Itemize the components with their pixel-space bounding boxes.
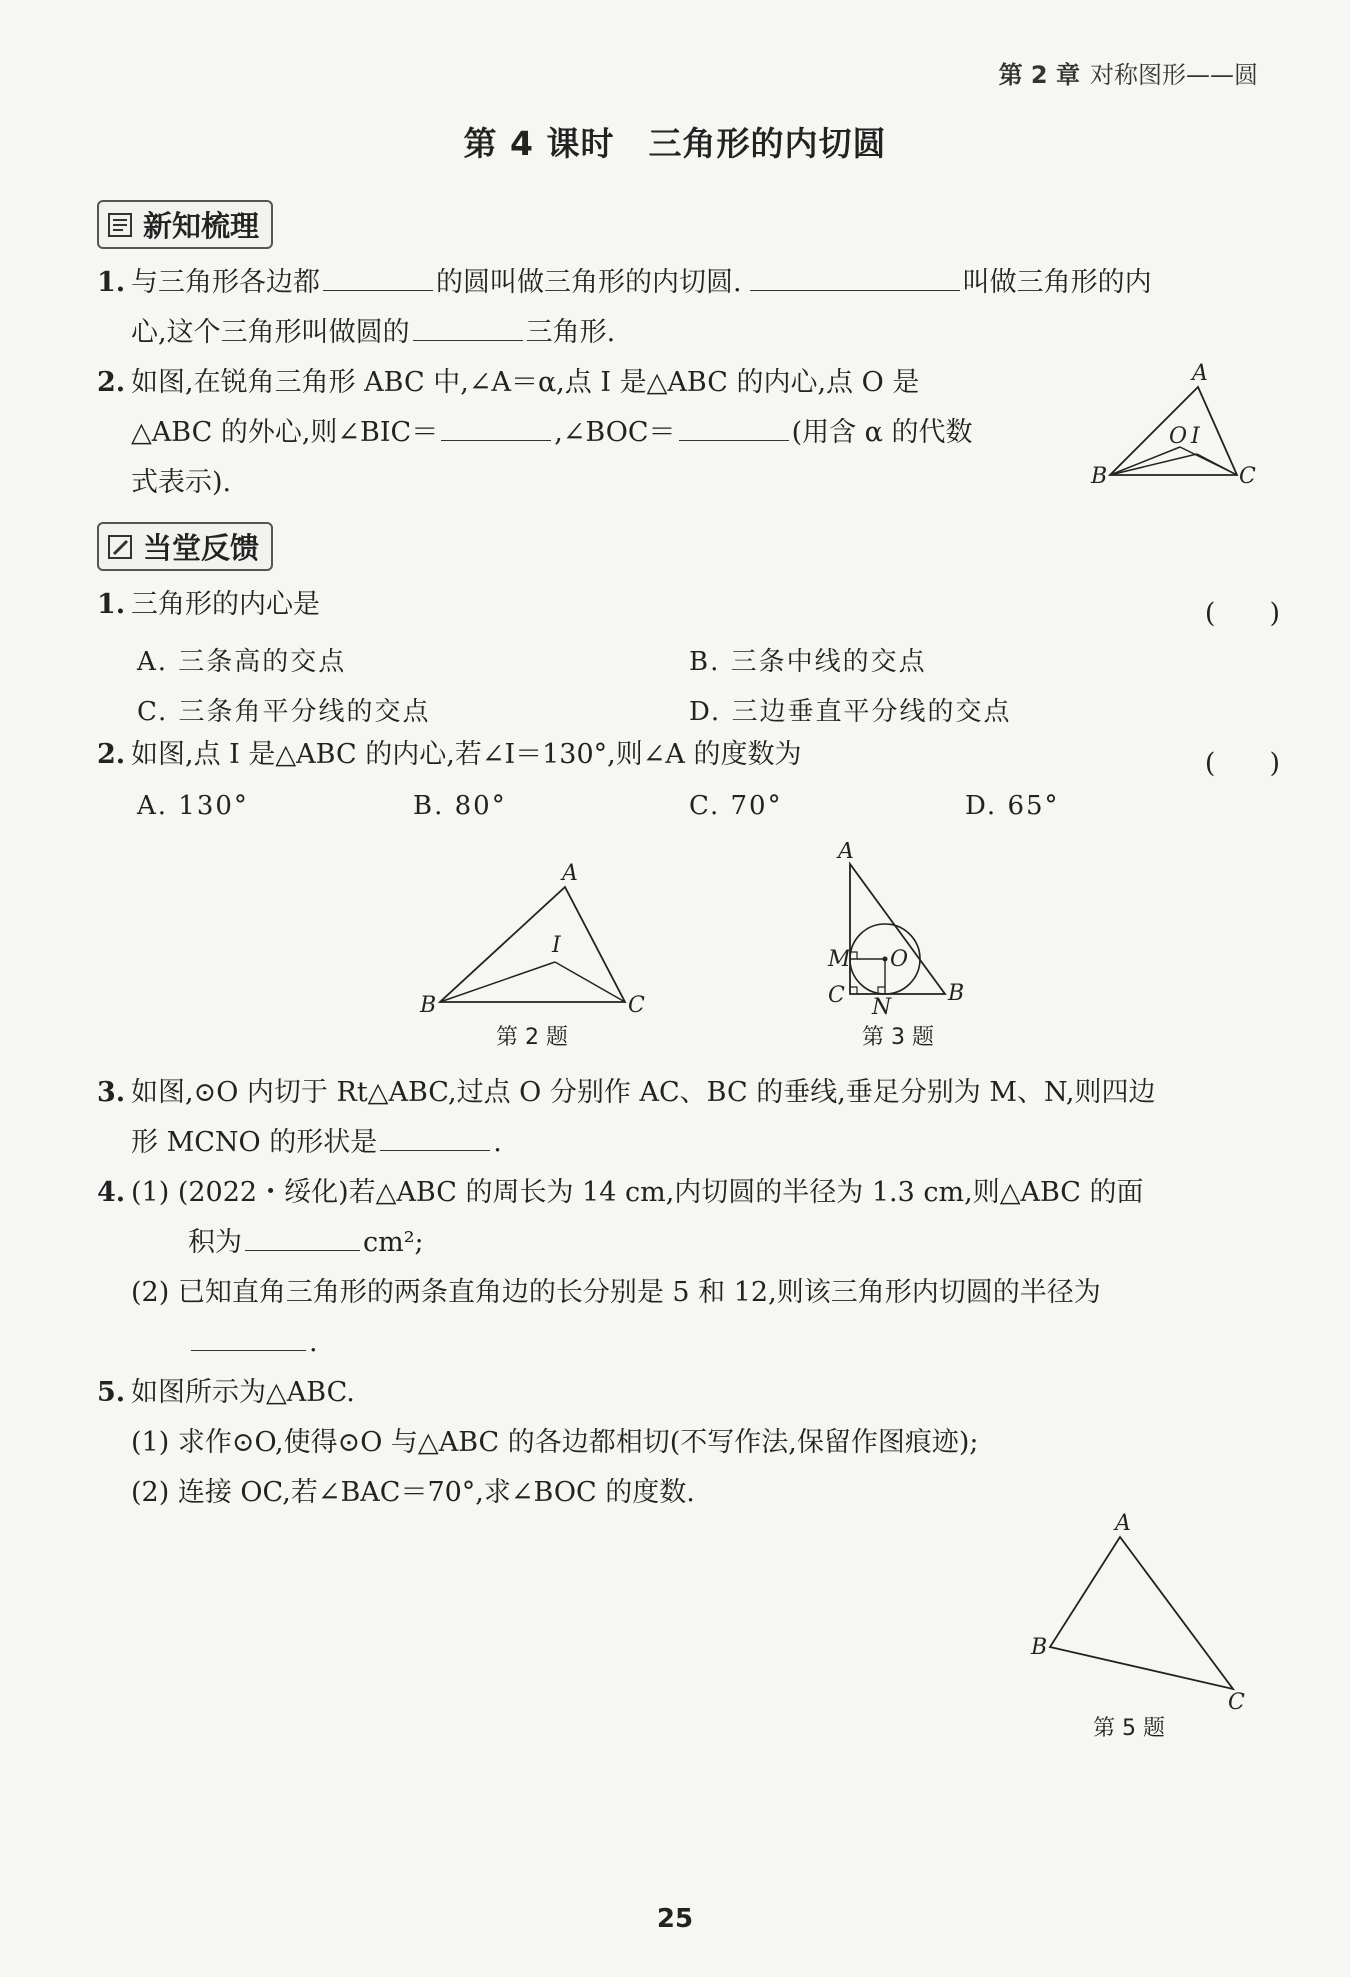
- s1-question-2-line-3: 式表示).: [131, 467, 232, 498]
- option-b[interactable]: B. 三条中线的交点: [689, 647, 927, 677]
- question-number: 2.: [97, 367, 126, 398]
- label-n: N: [872, 995, 892, 1020]
- section-badge-new-knowledge: [97, 200, 273, 249]
- answer-blank[interactable]: [323, 262, 433, 291]
- figure-caption: 第 3 题: [862, 1025, 934, 1050]
- answer-blank[interactable]: [750, 262, 960, 291]
- right-angle-mark-c: [850, 987, 857, 994]
- segment-bi: [440, 962, 555, 1002]
- s1-question-2-line-2: [131, 408, 973, 458]
- label-o: O: [890, 947, 909, 972]
- text: (用含 α 的代数: [791, 417, 973, 448]
- label-i: I: [552, 933, 561, 958]
- option-d[interactable]: D. 三边垂直平分线的交点: [689, 697, 1012, 727]
- question-5-part-1: (1) 求作⊙O,使得⊙O 与△ABC 的各边都相切(不写作法,保留作图痕迹);: [131, 1427, 979, 1458]
- center-point-o: [883, 957, 888, 962]
- question-4-part-2-line-1: (2) 已知直角三角形的两条直角边的长分别是 5 和 12,则该三角形内切圆的半径为: [131, 1277, 1101, 1308]
- answer-blank[interactable]: [191, 1322, 306, 1351]
- label-b: B: [948, 981, 965, 1006]
- text: 与三角形各边都: [131, 267, 320, 298]
- triangle-abc: [440, 887, 625, 1002]
- label-a: A: [1115, 1512, 1131, 1536]
- figure-caption: 第 5 题: [1093, 1716, 1165, 1741]
- answer-blank[interactable]: [245, 1222, 360, 1251]
- triangle-abc: [1050, 1537, 1233, 1689]
- text: 如图,在锐角三角形 ABC 中,∠A＝α,点 I 是△ABC 的内心,点 O 是: [131, 367, 920, 398]
- label-m: M: [828, 947, 851, 972]
- question-4-part-2-line-2: [188, 1318, 318, 1368]
- right-triangle-abc: [850, 864, 945, 994]
- label-i: I: [1191, 424, 1200, 449]
- figure-3: [820, 842, 990, 1057]
- text: 如图,点 I 是△ABC 的内心,若∠I＝130°,则∠A 的度数为: [131, 739, 802, 770]
- text: ,∠BOC＝: [554, 417, 676, 448]
- chapter-number: 第 2 章: [998, 61, 1080, 89]
- text: 如图所示为△ABC.: [131, 1377, 355, 1408]
- pencil-note-icon: [107, 533, 135, 561]
- option-a[interactable]: A. 130°: [137, 791, 249, 821]
- text: cm²;: [363, 1227, 424, 1258]
- label-c: C: [1239, 464, 1256, 489]
- label-o: O: [1169, 424, 1188, 449]
- question-number: 4.: [97, 1177, 126, 1208]
- question-number: 1.: [97, 589, 126, 620]
- label-a: A: [838, 842, 854, 864]
- question-4-part-1-line-2: [188, 1218, 424, 1268]
- label-a: A: [1192, 362, 1208, 386]
- label-c: C: [828, 983, 845, 1008]
- question-number: 3.: [97, 1077, 126, 1108]
- text: 的圆叫做三角形的内切圆.: [436, 267, 742, 298]
- section-title: 新知梳理: [143, 209, 260, 243]
- section-title: 当堂反馈: [143, 531, 260, 565]
- s1-question-1-line-1: [97, 258, 1152, 308]
- answer-blank[interactable]: [441, 412, 551, 441]
- question-1: [97, 580, 320, 630]
- question-number: 5.: [97, 1377, 126, 1408]
- question-3-line-1: [97, 1068, 1155, 1118]
- text: .: [493, 1127, 502, 1158]
- text: 如图,⊙O 内切于 Rt△ABC,过点 O 分别作 AC、BC 的垂线,垂足分别为 M、N,则四边: [131, 1077, 1156, 1108]
- question-4-part-1-line-1: [97, 1168, 1144, 1218]
- answer-blank[interactable]: [413, 312, 523, 341]
- text: 积为: [188, 1227, 242, 1258]
- text: (1) (2022・绥化)若△ABC 的周长为 14 cm,内切圆的半径为 1.3 cm,则△ABC 的面: [131, 1177, 1144, 1208]
- label-c: C: [1228, 1690, 1245, 1715]
- text: 三角形.: [525, 317, 616, 348]
- option-a[interactable]: A. 三条高的交点: [137, 647, 347, 677]
- answer-paren[interactable]: ( ): [1204, 748, 1280, 779]
- figure-2: [410, 862, 670, 1052]
- text: 心,这个三角形叫做圆的: [131, 317, 410, 348]
- answer-blank[interactable]: [679, 412, 789, 441]
- text: .: [309, 1327, 318, 1358]
- section-badge-class-feedback: [97, 522, 273, 571]
- label-b: B: [1091, 464, 1108, 489]
- label-a: A: [562, 862, 578, 886]
- question-number: 2.: [97, 739, 126, 770]
- figure-caption: 第 2 题: [496, 1025, 568, 1050]
- option-d[interactable]: D. 65°: [965, 791, 1060, 821]
- segment-ci: [1197, 454, 1237, 475]
- option-c[interactable]: C. 70°: [689, 791, 783, 821]
- label-c: C: [628, 993, 645, 1018]
- text: 形 MCNO 的形状是: [131, 1127, 378, 1158]
- page-number: 25: [656, 1904, 694, 1934]
- answer-paren[interactable]: ( ): [1204, 598, 1280, 629]
- question-5: [97, 1368, 355, 1418]
- text: 叫做三角形的内: [962, 267, 1152, 298]
- answer-blank[interactable]: [380, 1122, 490, 1151]
- label-b: B: [1031, 1635, 1048, 1660]
- s1-question-1-line-2: [131, 308, 615, 358]
- option-b[interactable]: B. 80°: [413, 791, 507, 821]
- question-3-line-2: [131, 1118, 502, 1168]
- book-icon: [107, 211, 135, 239]
- label-b: B: [420, 993, 437, 1018]
- figure-5: [1025, 1512, 1265, 1752]
- figure-triangle-incenter-circumcenter: [1085, 362, 1265, 492]
- text: △ABC 的外心,则∠BIC＝: [131, 417, 439, 448]
- s1-question-2-line-1: [97, 358, 919, 408]
- option-c[interactable]: C. 三条角平分线的交点: [137, 697, 431, 727]
- question-2: [97, 730, 801, 780]
- lesson-title: 第 4 课时 三角形的内切圆: [463, 124, 887, 163]
- question-5-part-2: (2) 连接 OC,若∠BAC＝70°,求∠BOC 的度数.: [131, 1477, 695, 1508]
- text: 三角形的内心是: [131, 589, 320, 620]
- chapter-header: [999, 55, 1258, 90]
- question-number: 1.: [97, 267, 126, 298]
- chapter-title: 对称图形——圆: [1090, 61, 1258, 89]
